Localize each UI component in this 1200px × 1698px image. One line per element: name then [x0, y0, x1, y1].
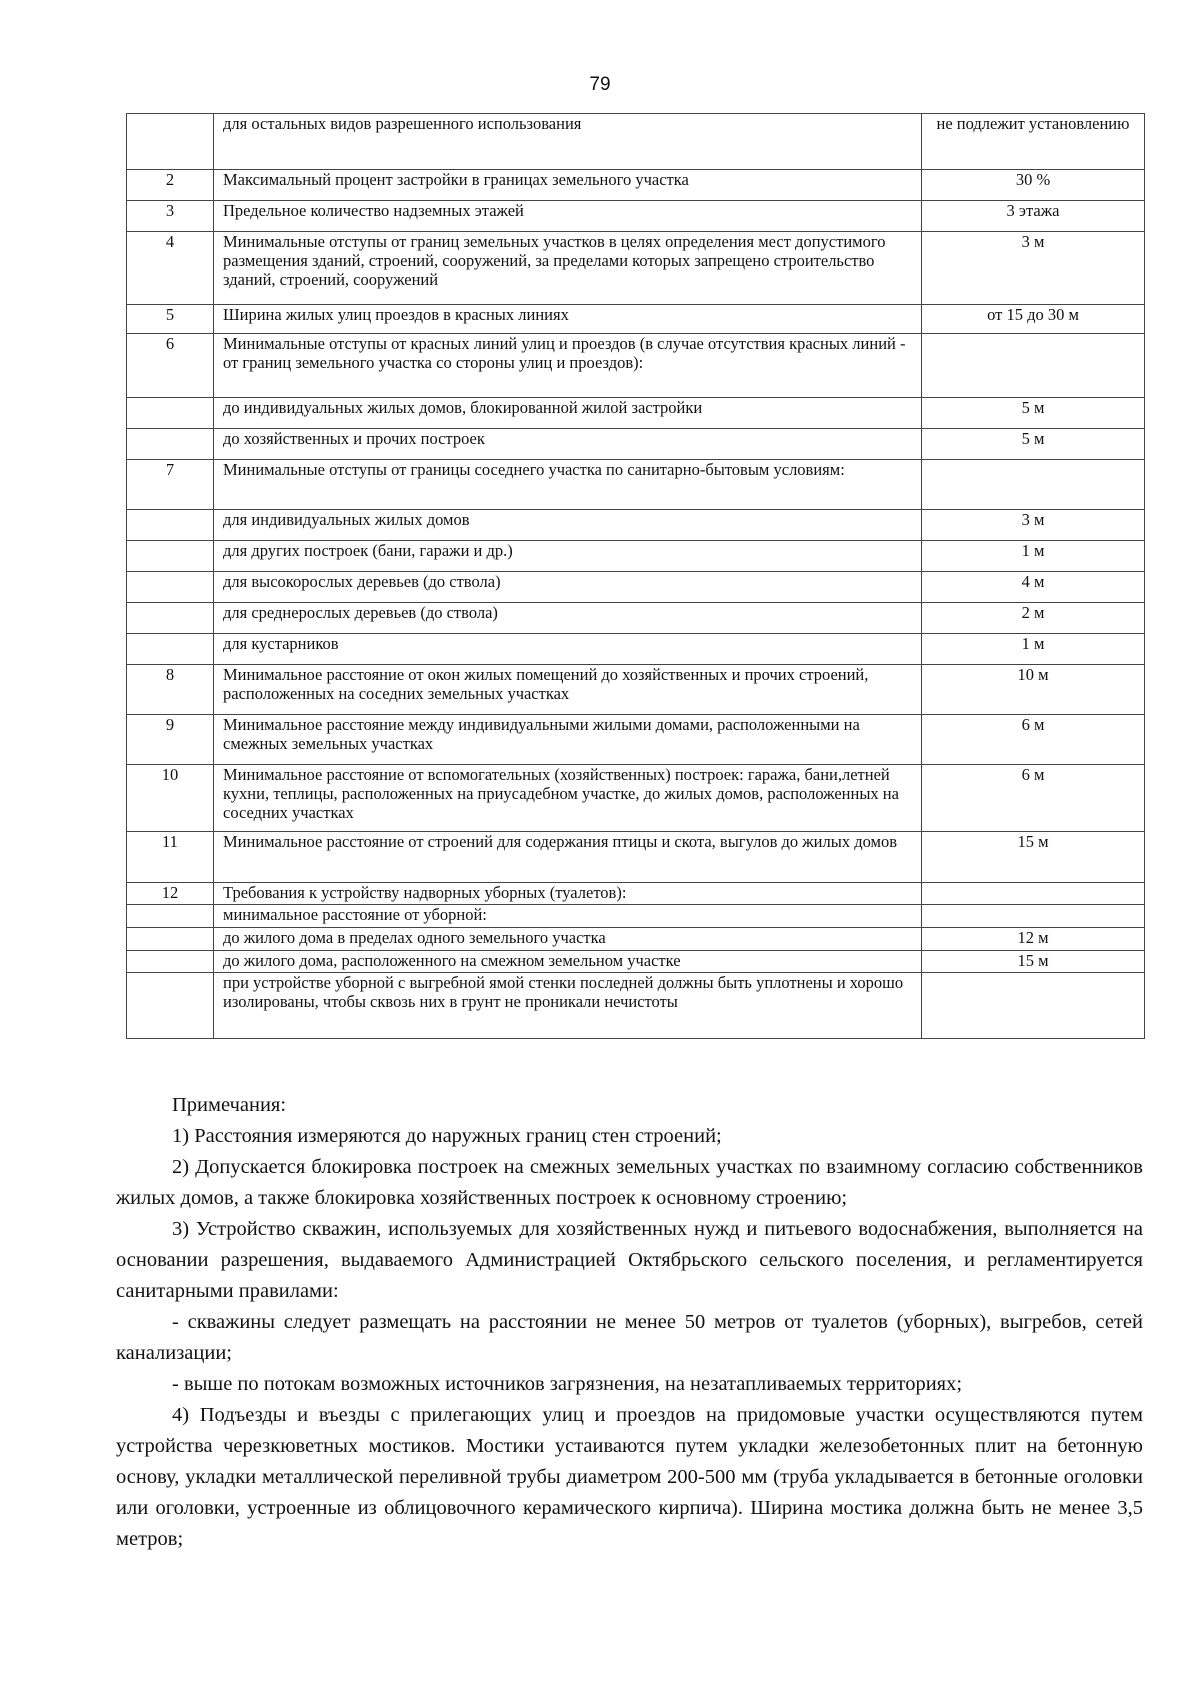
row-value	[922, 973, 1145, 1039]
table-row	[127, 715, 1145, 765]
row-description: для кустарников	[214, 634, 922, 665]
row-value: 10 м	[922, 665, 1145, 715]
table-row	[127, 634, 1145, 665]
row-description: до жилого дома, расположенного на смежном земельном участке	[214, 951, 922, 973]
row-number	[127, 398, 214, 429]
table-row	[127, 928, 1145, 951]
table-row	[127, 334, 1145, 398]
table-row	[127, 541, 1145, 572]
table-row	[127, 305, 1145, 334]
row-value: 3 этажа	[922, 201, 1145, 232]
row-number: 3	[127, 201, 214, 232]
row-number	[127, 634, 214, 665]
row-value: 4 м	[922, 572, 1145, 603]
row-number	[127, 429, 214, 460]
note-paragraph: - скважины следует размещать на расстоянии не менее 50 метров от туалетов (уборных), выгребов, сетей канализации;	[116, 1311, 1143, 1364]
row-value	[922, 334, 1145, 398]
row-description: для индивидуальных жилых домов	[214, 510, 922, 541]
row-number	[127, 928, 214, 951]
table-row	[127, 951, 1145, 973]
row-value: 30 %	[922, 170, 1145, 201]
table-row	[127, 905, 1145, 928]
row-description: Предельное количество надземных этажей	[214, 201, 922, 232]
row-number	[127, 951, 214, 973]
table-row	[127, 460, 1145, 510]
note-paragraph: 1) Расстояния измеряются до наружных границ стен строений;	[172, 1125, 722, 1147]
row-number: 11	[127, 832, 214, 883]
row-description: Минимальные отступы от границы соседнего участка по санитарно-бытовым условиям:	[214, 460, 922, 510]
row-number: 10	[127, 765, 214, 832]
row-value: 1 м	[922, 634, 1145, 665]
row-description: для среднерослых деревьев (до ствола)	[214, 603, 922, 634]
row-value: 12 м	[922, 928, 1145, 951]
table-row	[127, 429, 1145, 460]
row-number	[127, 541, 214, 572]
row-value: 6 м	[922, 715, 1145, 765]
row-value	[922, 883, 1145, 905]
row-description: минимальное расстояние от уборной:	[214, 905, 922, 928]
row-description: Минимальное расстояние от окон жилых помещений до хозяйственных и прочих строений, расположенных на соседних земельных участках	[214, 665, 922, 715]
page-number: 79	[589, 74, 611, 95]
row-value: 5 м	[922, 398, 1145, 429]
row-description: Минимальное расстояние от строений для содержания птицы и скота, выгулов до жилых домов	[214, 832, 922, 883]
row-description: Требования к устройству надворных уборных (туалетов):	[214, 883, 922, 905]
table-row	[127, 973, 1145, 1039]
row-number	[127, 114, 214, 170]
row-value: 5 м	[922, 429, 1145, 460]
row-value: 2 м	[922, 603, 1145, 634]
row-value	[922, 460, 1145, 510]
row-number: 12	[127, 883, 214, 905]
row-value: 15 м	[922, 832, 1145, 883]
row-number: 5	[127, 305, 214, 334]
table-row	[127, 232, 1145, 305]
note-paragraph: 2) Допускается блокировка построек на смежных земельных участках по взаимному согласию собственников жилых домов, а также блокировка хозяйственных построек к основному строению;	[116, 1156, 1143, 1209]
row-description: для других построек (бани, гаражи и др.)	[214, 541, 922, 572]
row-value: 3 м	[922, 232, 1145, 305]
table-row	[127, 114, 1145, 170]
table-row	[127, 765, 1145, 832]
row-value: от 15 до 30 м	[922, 305, 1145, 334]
row-number: 9	[127, 715, 214, 765]
note-paragraph: 4) Подъезды и въезды с прилегающих улиц и проездов на придомовые участки осуществляются путем устройства черезкюветных мостиков. Мостики устаиваются путем укладки железобетонных плит на бетонную основу, укладки металлической переливной трубы диаметром 200-500 мм (труба укладывается в бетонные оголовки или оголовки, устроенные из облицовочного керамического кирпича). Ширина мостика должна быть не менее 3,5 метров;	[116, 1404, 1143, 1550]
notes-heading: Примечания:	[172, 1094, 287, 1116]
regulations-table	[126, 113, 1145, 1039]
table-row	[127, 883, 1145, 905]
row-description: для высокорослых деревьев (до ствола)	[214, 572, 922, 603]
row-number: 2	[127, 170, 214, 201]
note-paragraph: - выше по потокам возможных источников загрязнения, на незатапливаемых территориях;	[172, 1373, 963, 1395]
row-description: Минимальные отступы от красных линий улиц и проездов (в случае отсутствия красных линий - от границ земельного участка со стороны улиц и проездов):	[214, 334, 922, 398]
row-description: до жилого дома в пределах одного земельного участка	[214, 928, 922, 951]
row-number: 6	[127, 334, 214, 398]
table-row	[127, 510, 1145, 541]
table-row	[127, 170, 1145, 201]
row-number	[127, 603, 214, 634]
row-number: 4	[127, 232, 214, 305]
table-row	[127, 398, 1145, 429]
row-value: не подлежит установлению	[922, 114, 1145, 170]
row-value: 3 м	[922, 510, 1145, 541]
table-row	[127, 572, 1145, 603]
note-paragraph: 3) Устройство скважин, используемых для хозяйственных нужд и питьевого водоснабжения, выполняется на основании разрешения, выдаваемого Администрацией Октябрьского сельского поселения, и регламентируется санитарными правилами:	[116, 1218, 1143, 1302]
row-description: Минимальное расстояние между индивидуальными жилыми домами, расположенными на смежных земельных участках	[214, 715, 922, 765]
row-value: 15 м	[922, 951, 1145, 973]
row-description: Ширина жилых улиц проездов в красных линиях	[214, 305, 922, 334]
row-number: 8	[127, 665, 214, 715]
row-description: до индивидуальных жилых домов, блокированной жилой застройки	[214, 398, 922, 429]
table-row	[127, 832, 1145, 883]
row-number	[127, 572, 214, 603]
row-description: Минимальные отступы от границ земельных участков в целях определения мест допустимого размещения зданий, строений, сооружений, за пределами которых запрещено строительство зданий, строений, сооружений	[214, 232, 922, 305]
row-description: при устройстве уборной с выгребной ямой стенки последней должны быть уплотнены и хорошо изолированы, чтобы сквозь них в грунт не проникали нечистоты	[214, 973, 922, 1039]
row-number: 7	[127, 460, 214, 510]
row-number	[127, 510, 214, 541]
row-value	[922, 905, 1145, 928]
notes-section	[116, 1090, 1143, 1555]
table-row	[127, 603, 1145, 634]
row-description: для остальных видов разрешенного использования	[214, 114, 922, 170]
regulations-table-body	[127, 114, 1145, 1039]
row-number	[127, 973, 214, 1039]
row-value: 6 м	[922, 765, 1145, 832]
row-description: Максимальный процент застройки в границах земельного участка	[214, 170, 922, 201]
row-number	[127, 905, 214, 928]
table-row	[127, 201, 1145, 232]
row-description: до хозяйственных и прочих построек	[214, 429, 922, 460]
table-row	[127, 665, 1145, 715]
row-value: 1 м	[922, 541, 1145, 572]
row-description: Минимальное расстояние от вспомогательных (хозяйственных) построек: гаража, бани,летней кухни, теплицы, расположенных на приусадебном участке, до жилых домов, расположенных на соседних участках	[214, 765, 922, 832]
